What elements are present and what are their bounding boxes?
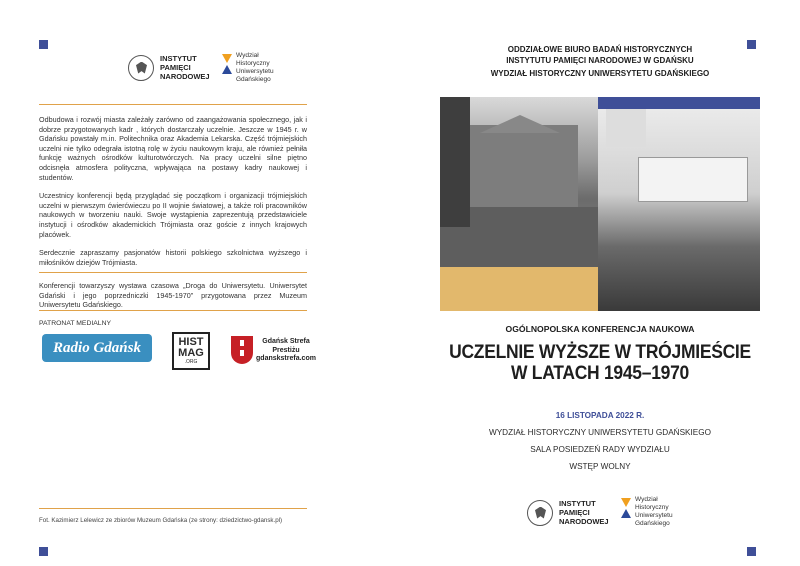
- ipn-logo-line1: INSTYTUT: [559, 499, 596, 508]
- photo-credit: Fot. Kazimierz Lelewicz ze zbiorów Muzeum Gdańska (ze strony: dziedzictwo-gdansk.pl): [39, 517, 283, 524]
- organizer-line: WYDZIAŁ HISTORYCZNY UNIWERSYTETU GDAŃSKIEGO: [490, 69, 710, 78]
- strefa-url: gdanskstrefa.com: [256, 355, 316, 362]
- ug-logo-line4: Gdańskiego: [635, 520, 670, 527]
- venue-line1: WYDZIAŁ HISTORYCZNY UNIWERSYTETU GDAŃSKIEGO: [488, 428, 711, 437]
- ug-logo-line2: Historyczny: [635, 504, 669, 511]
- lecture-hall-photo: [598, 97, 760, 311]
- blue-block: [598, 97, 760, 109]
- organizer-line: ODDZIAŁOWE BIURO BADAŃ HISTORYCZNYCH: [507, 45, 693, 54]
- ipn-logo-line2: PAMIĘCI: [160, 63, 191, 72]
- ug-logo-line1: Wydział: [635, 496, 658, 503]
- description-text: [39, 115, 307, 276]
- strefa-line2: Prestiżu: [272, 346, 300, 354]
- gold-block: [440, 267, 598, 311]
- corner-square-icon: [747, 547, 756, 556]
- eagle-emblem-icon: [128, 55, 154, 81]
- histmag-bottom: MAG: [178, 347, 204, 359]
- divider: [39, 104, 307, 105]
- ug-logo: [222, 52, 274, 84]
- patronat-label: PATRONAT MEDIALNY: [39, 320, 112, 327]
- ug-logo-line1: Wydział: [236, 52, 259, 59]
- corner-square-icon: [39, 40, 48, 49]
- title-line2: W LATACH 1945–1970: [510, 363, 689, 384]
- paragraph: Uczestnicy konferencji będą przyglądać się początkom i organizacji trójmiejskich uczelni w pierwszym ćwierćwieczu po II wojnie światowej, a także roli pracowników naukowych w tworzeniu nauki. Swoje wystąpienia zaprezentują przedstawiciele instytucji i ośrodków akademickich Trójmiasta oraz goście z innych krajowych placówek.: [39, 191, 307, 239]
- triangles-icon: [222, 52, 232, 74]
- divider: [39, 310, 307, 311]
- triangles-icon: [621, 496, 631, 518]
- ug-logo-line4: Gdańskiego: [236, 76, 271, 83]
- ug-logo-line3: Uniwersytetu: [635, 512, 673, 519]
- venue-line2: SALA POSIEDZEŃ RADY WYDZIAŁU: [530, 445, 670, 454]
- radio-gdansk-logo: [42, 334, 152, 362]
- ipn-logo: [527, 499, 609, 526]
- ipn-logo-line3: NARODOWEJ: [160, 72, 210, 81]
- conference-title: [430, 342, 770, 384]
- ipn-logo-line1: INSTYTUT: [160, 54, 197, 63]
- divider: [39, 508, 307, 509]
- ug-logo-line2: Historyczny: [236, 60, 270, 67]
- ipn-logo-line2: PAMIĘCI: [559, 508, 590, 517]
- ug-logo: [621, 496, 673, 528]
- divider: [39, 272, 307, 273]
- ipn-logo-line3: NARODOWEJ: [559, 517, 609, 526]
- entry-info: WSTĘP WOLNY: [569, 462, 631, 471]
- corner-square-icon: [39, 547, 48, 556]
- radio-gdansk-text: Radio Gdańsk: [53, 339, 141, 356]
- strefa-line1: Gdańsk Strefa: [262, 338, 310, 345]
- histmag-logo: [172, 332, 210, 370]
- ug-logo-line3: Uniwersytetu: [236, 68, 274, 75]
- strefa-prestizu-logo: [255, 338, 317, 364]
- ipn-logo: [128, 54, 210, 81]
- paragraph: Odbudowa i rozwój miasta zależały zarówno od zaangażowania społecznego, jak i dobrze przygotowanych kadr , których dostarczały uczelnie. Jeszcze w 1945 r. w Gdańsku powstały m.in. Politechnika oraz Akademia Lekarska. Część trójmiejskich uczelni nie tylko odegrała istotną rolę w życiu naukowym kraju, ale również pełniła funkcję ważnych ośrodków kulturotwórczych. Na pracy uczelni silne piętno odcisnęła atmosfera polityczna, wpływająca na postawy kadry naukowej i studentów.: [39, 115, 307, 182]
- paragraph: Serdecznie zapraszamy pasjonatów historii polskiego szkolnictwa wyższego i miłośników dziejów Trójmiasta.: [39, 248, 307, 267]
- organizers-header: [440, 44, 760, 79]
- histmag-sub: .ORG: [184, 359, 198, 365]
- conference-subtitle: OGÓLNOPOLSKA KONFERENCJA NAUKOWA: [505, 324, 695, 334]
- organizer-line: INSTYTUTU PAMIĘCI NARODOWEJ W GDAŃSKU: [506, 56, 694, 65]
- building-photo: [440, 97, 598, 267]
- exhibition-note: Konferencji towarzyszy wystawa czasowa „Droga do Uniwersytetu. Uniwersytet Gdański i jego poprzedniczki 1945-1970” przygotowana przez Muzeum Uniwersytetu Gdańskiego.: [39, 281, 307, 310]
- eagle-emblem-icon: [527, 500, 553, 526]
- title-line1: UCZELNIE WYŻSZE W TRÓJMIEŚCIE: [449, 342, 751, 363]
- histmag-top: HIST: [178, 336, 204, 348]
- gdansk-crest-icon: [231, 336, 253, 364]
- event-date: 16 LISTOPADA 2022 R.: [555, 411, 645, 420]
